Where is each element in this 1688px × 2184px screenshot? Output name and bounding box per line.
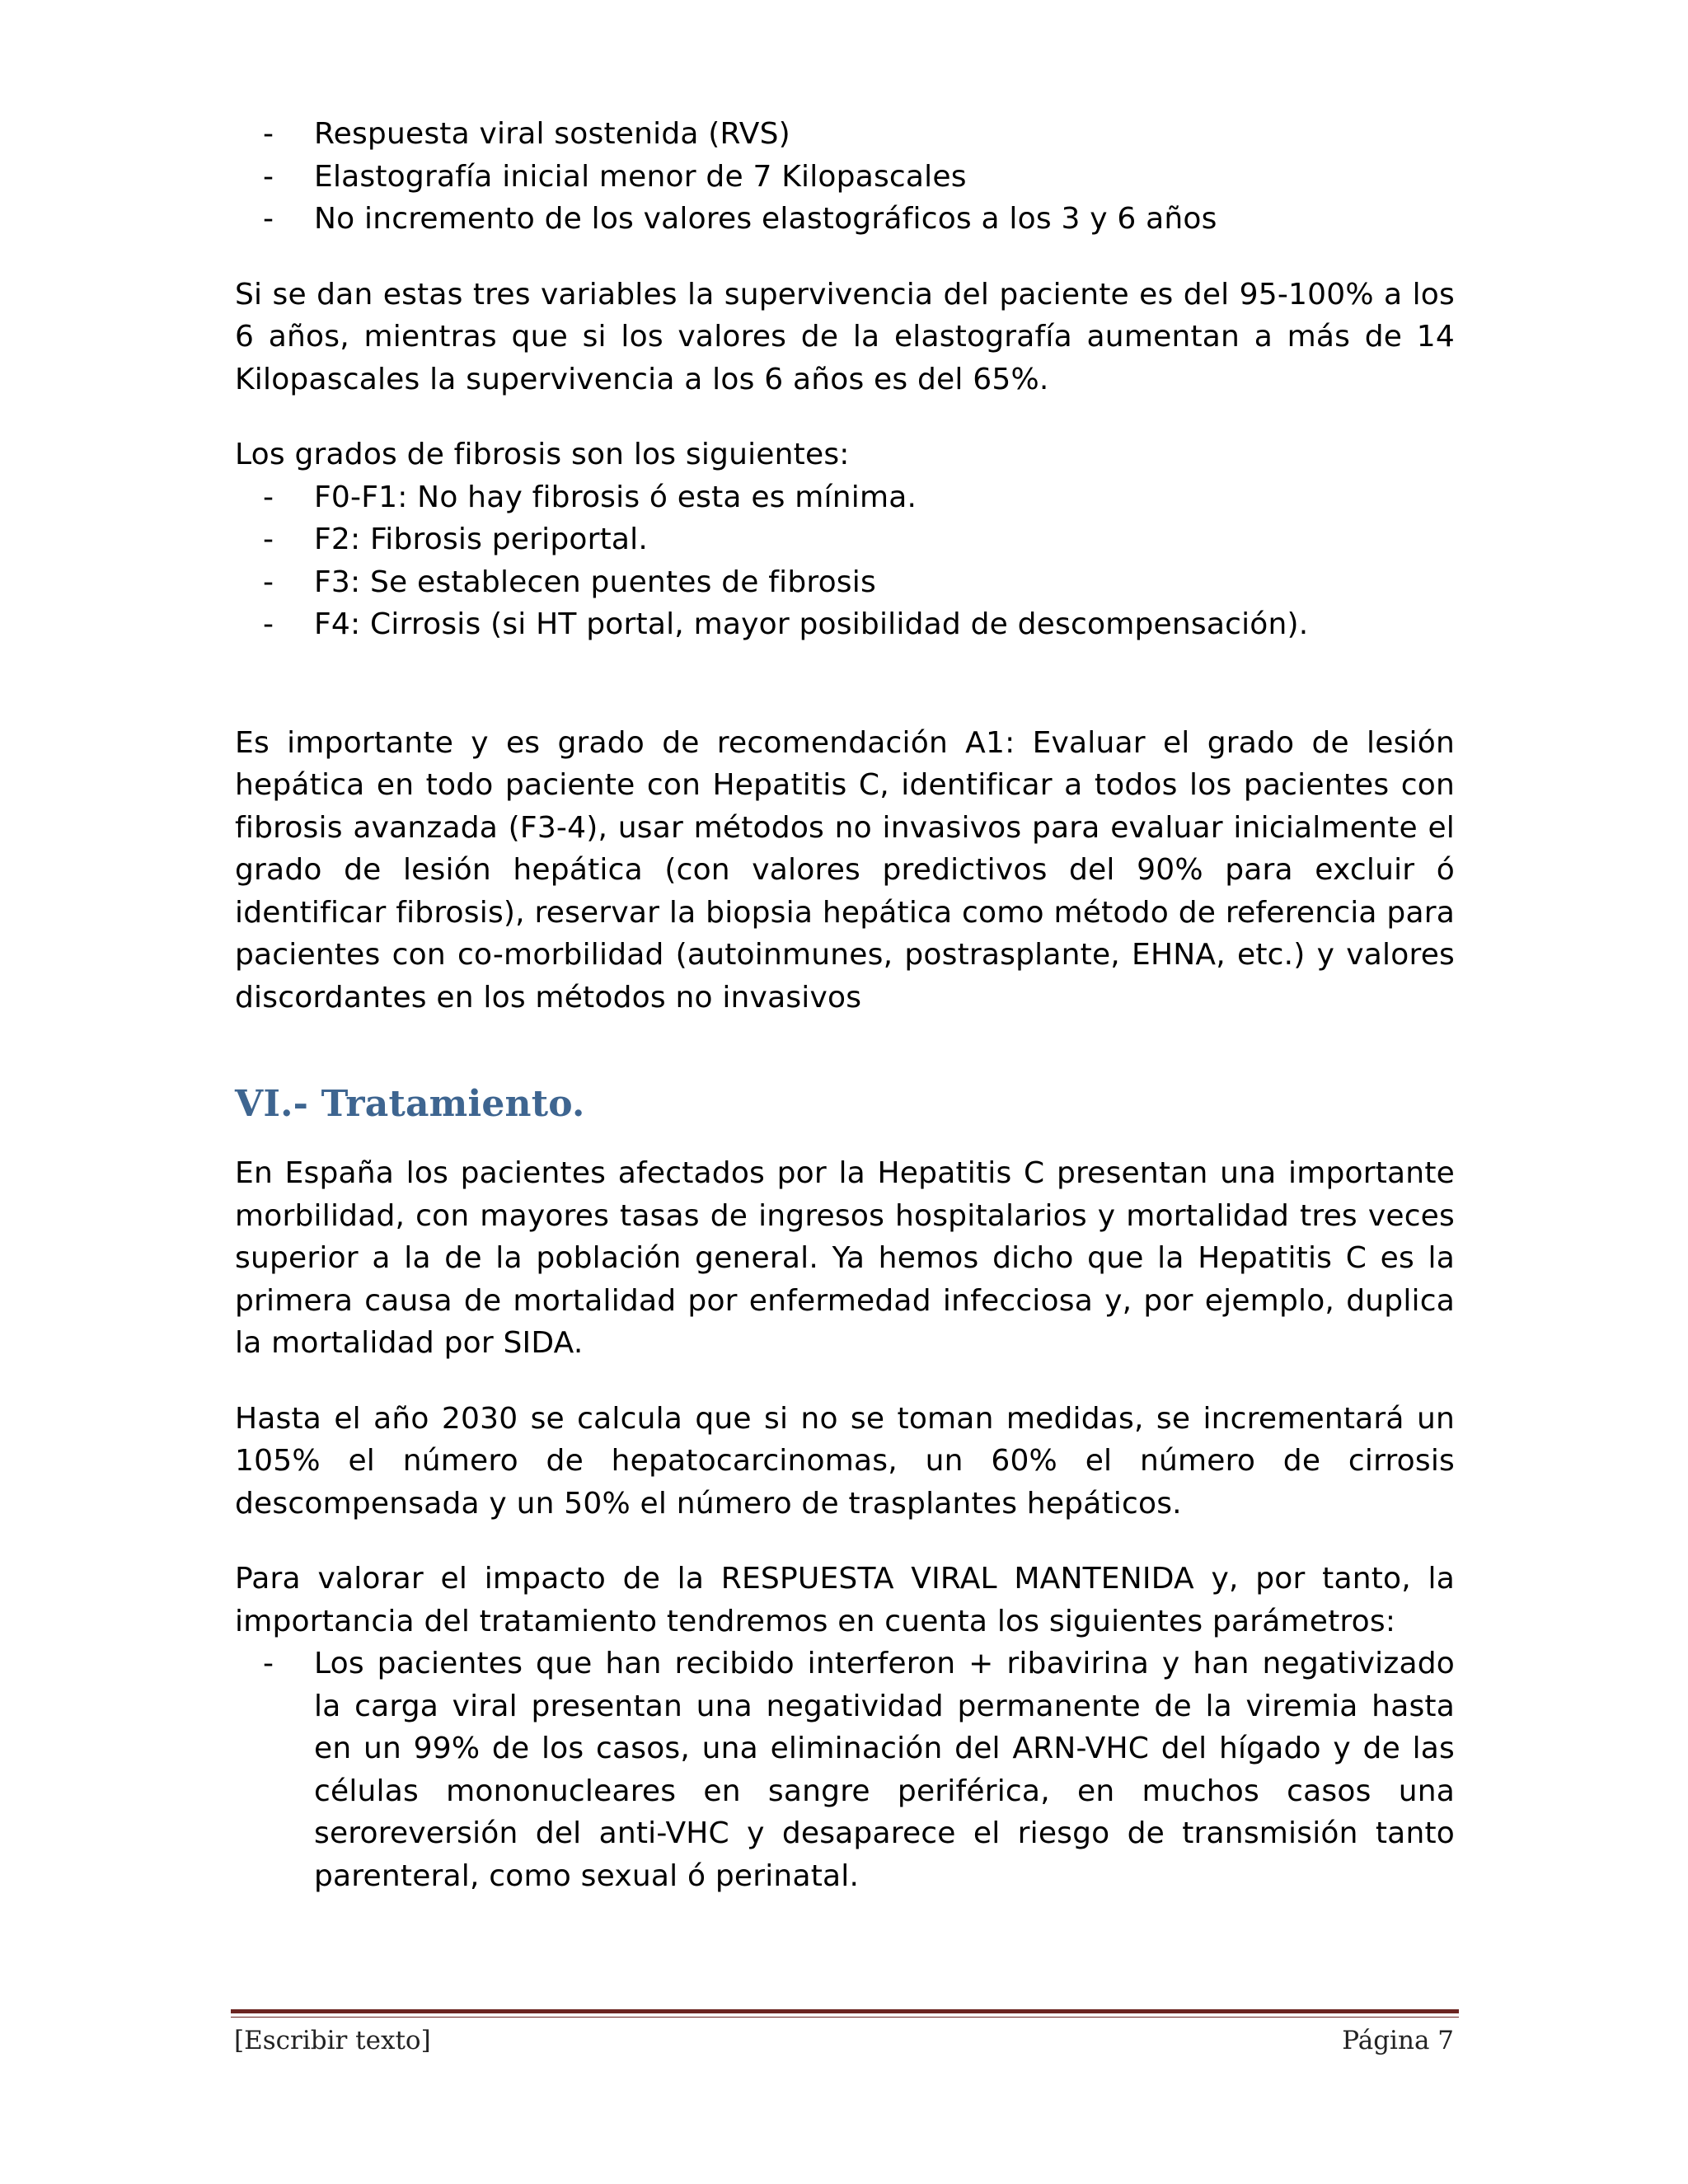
- list-item: - F0-F1: No hay fibrosis ó esta es mínima.: [235, 476, 1455, 519]
- paragraph-grados: Los grados de fibrosis son los siguientes:: [235, 438, 850, 471]
- page-body: [235, 113, 1455, 1897]
- list-parametros: [235, 1643, 1455, 1897]
- footer-divider: [231, 2009, 1459, 2013]
- list-item: - Respuesta viral sostenida (RVS): [235, 113, 1455, 156]
- paragraph-recomendacion: Es importante y es grado de recomendación A1: Evaluar el grado de lesión hepática en todo paciente con Hepatitis C, identificar a todos los pacientes con fibrosis avanzada (F3-4), usar métodos no invasivos para evaluar inicialmente el grado de lesión hepática (con valores predictivos del 90% para excluir ó identificar fibrosis), reservar la biopsia hepática como método de referencia para pacientes con co-morbilidad (autoinmunes, postrasplante, EHNA, etc.) y valores discordantes en los métodos no invasivos: [235, 725, 1455, 1015]
- paragraph-supervivencia: Si se dan estas tres variables la supervivencia del paciente es del 95-100% a los 6 años, mientras que si los valores de la elastografía aumentan a más de 14 Kilopascales la supervivencia a los 6 años es del 65%.: [235, 277, 1455, 396]
- list-item: - F2: Fibrosis periportal.: [235, 518, 1455, 561]
- list-fibrosis: [235, 476, 1455, 646]
- section-heading: VI.- Tratamiento.: [235, 1083, 585, 1125]
- paragraph-2030: Hasta el año 2030 se calcula que si no se toman medidas, se incrementará un 105% el número de hepatocarcinomas, un 60% el número de cirrosis descompensada y un 50% el número de trasplantes hepáticos.: [235, 1401, 1455, 1521]
- paragraph-impacto: Para valorar el impacto de la RESPUESTA VIRAL MANTENIDA y, por tanto, la importancia del tratamiento tendremos en cuenta los siguientes parámetros:: [235, 1562, 1455, 1638]
- list-item: - Los pacientes que han recibido interferon + ribavirina y han negativizado la carga viral presentan una negatividad permanente de la viremia hasta en un 99% de los casos, una eliminación del ARN-VHC del hígado y de las células mononucleares en sangre periférica, en muchos casos una seroreversión del anti-VHC y desaparece el riesgo de transmisión tanto parenteral, como sexual ó perinatal.: [235, 1643, 1455, 1897]
- list-item: - F3: Se establecen puentes de fibrosis: [235, 561, 1455, 604]
- paragraph-espana: En España los pacientes afectados por la Hepatitis C presentan una importante morbilidad, con mayores tasas de ingresos hospitalarios y mortalidad tres veces superior a la de la población general. Ya hemos dicho que la Hepatitis C es la primera causa de mortalidad por enfermedad infecciosa y, por ejemplo, duplica la mortalidad por SIDA.: [235, 1156, 1455, 1360]
- footer-divider-thin: [231, 2017, 1459, 2018]
- list-item: - Elastografía inicial menor de 7 Kilopascales: [235, 156, 1455, 199]
- list-item: - F4: Cirrosis (si HT portal, mayor posibilidad de descompensación).: [235, 603, 1455, 646]
- list-top: [235, 113, 1455, 241]
- footer-placeholder-text[interactable]: [Escribir texto]: [234, 2026, 431, 2055]
- page-number: Página 7: [1342, 2026, 1454, 2055]
- list-item: - No incremento de los valores elastográficos a los 3 y 6 años: [235, 198, 1455, 241]
